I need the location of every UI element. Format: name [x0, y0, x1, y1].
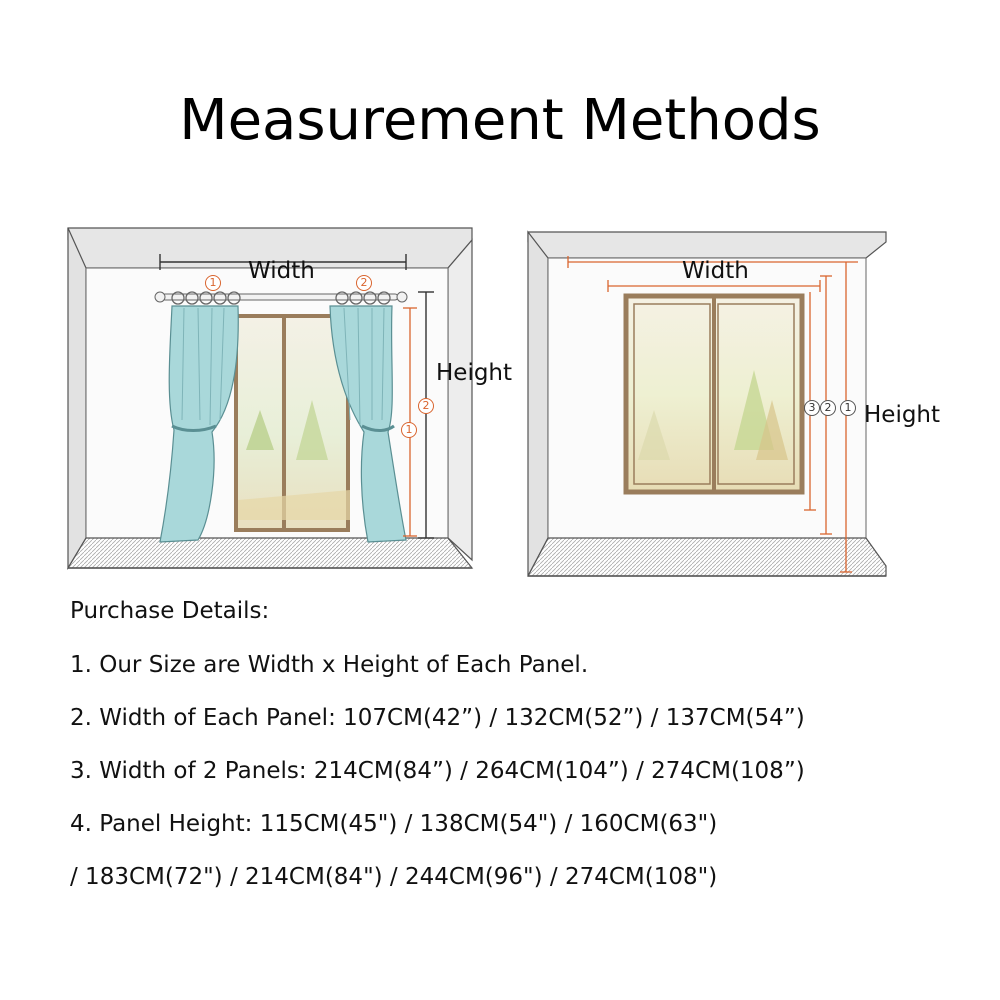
- detail-line-5: / 183CM(72") / 214CM(84") / 244CM(96") / 274CM(108"): [70, 864, 718, 890]
- height-label: Height: [436, 360, 513, 386]
- left-wall: [68, 228, 86, 568]
- marker-height-3: 3: [804, 400, 820, 416]
- detail-line-4: 4. Panel Height: 115CM(45") / 138CM(54") / 160CM(63"): [70, 811, 718, 837]
- detail-line-2: 2. Width of Each Panel: 107CM(42”) / 132CM(52”) / 137CM(54”): [70, 705, 805, 731]
- purchase-details: [70, 598, 970, 915]
- curtain-measurement-diagram: [60, 220, 513, 590]
- floor: [68, 538, 472, 568]
- marker-width-2: 2: [356, 275, 372, 291]
- marker-height-1: 1: [840, 400, 856, 416]
- purchase-details-heading: Purchase Details:: [70, 598, 270, 624]
- height-label: Height: [864, 402, 941, 428]
- rod-finial-left: [155, 292, 165, 302]
- marker-width-1: 1: [205, 275, 221, 291]
- right-wall: [448, 240, 472, 560]
- marker-height-2: 2: [418, 398, 434, 414]
- marker-height-2: 2: [820, 400, 836, 416]
- window-measurement-diagram: [520, 220, 941, 590]
- width-label: Width: [682, 258, 749, 284]
- detail-line-1: 1. Our Size are Width x Height of Each Panel.: [70, 652, 589, 678]
- page-title: Measurement Methods: [179, 88, 821, 153]
- rod-finial-right: [397, 292, 407, 302]
- width-label: Width: [248, 258, 315, 284]
- detail-line-3: 3. Width of 2 Panels: 214CM(84”) / 264CM(104”) / 274CM(108”): [70, 758, 805, 784]
- marker-height-1: 1: [401, 422, 417, 438]
